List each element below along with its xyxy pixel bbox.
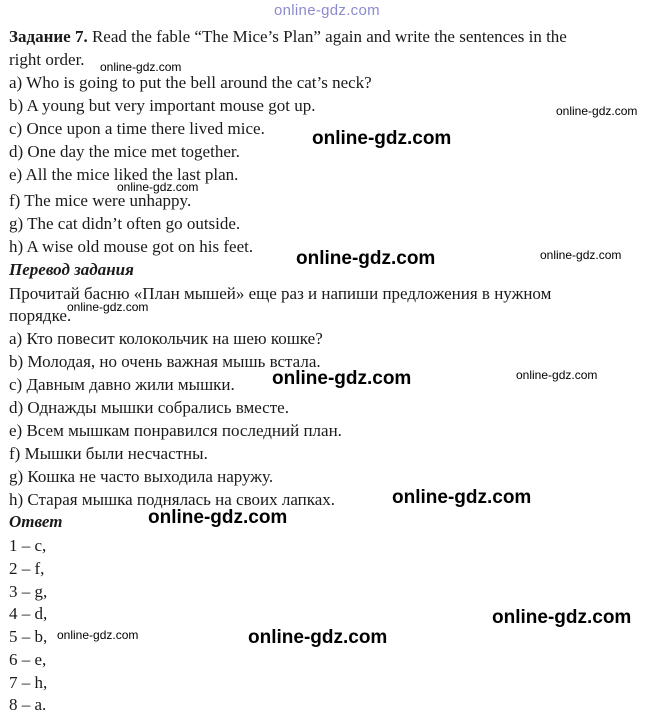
- sentence-en-c: c) Once upon a time there lived mice.: [9, 119, 265, 138]
- sentence-en-g: g) The cat didn’t often go outside.: [9, 214, 241, 233]
- sentence-en-a: a) Who is going to put the bell around the cat’s neck?: [9, 73, 372, 92]
- sentence-ru-b: b) Молодая, но очень важная мышь встала.: [9, 352, 321, 371]
- sentence-ru-g: g) Кошка не часто выходила наружу.: [9, 467, 274, 486]
- answer-item-8: 8 – a.: [9, 695, 47, 714]
- watermark: online-gdz.com: [516, 368, 598, 382]
- answer-item-1: 1 – c,: [9, 536, 47, 555]
- answer-item-6: 6 – e,: [9, 650, 47, 669]
- watermark: online-gdz.com: [100, 60, 182, 74]
- answer-item-3: 3 – g,: [9, 582, 48, 601]
- task-instruction: Read the fable “The Mice’s Plan” again and write the sentences in the: [91, 27, 567, 46]
- watermark: online-gdz.com: [312, 128, 452, 149]
- watermark: online-gdz.com: [272, 368, 412, 389]
- answer-item-5: 5 – b,: [9, 627, 48, 646]
- sentence-en-e: e) All the mice liked the last plan.: [9, 165, 239, 184]
- task-instruction-cont: right order.: [9, 50, 85, 69]
- watermark: online-gdz.com: [556, 104, 638, 118]
- sentence-ru-h: h) Старая мышка поднялась на своих лапках.: [9, 490, 336, 509]
- watermark: online-gdz.com: [248, 627, 388, 648]
- translation-heading: Перевод задания: [9, 260, 134, 279]
- watermark: online-gdz.com: [540, 248, 622, 262]
- sentence-ru-d: d) Однажды мышки собрались вместе.: [9, 398, 289, 417]
- sentence-en-d: d) One day the mice met together.: [9, 142, 240, 161]
- answer-item-4: 4 – d,: [9, 604, 48, 623]
- watermark: online-gdz.com: [117, 180, 199, 194]
- sentence-en-h: h) A wise old mouse got on his feet.: [9, 237, 254, 256]
- watermark: online-gdz.com: [492, 607, 632, 628]
- watermark: online-gdz.com: [148, 507, 288, 528]
- sentence-ru-e: e) Всем мышкам понравился последний план.: [9, 421, 342, 440]
- sentence-en-f: f) The mice were unhappy.: [9, 191, 192, 210]
- watermark: online-gdz.com: [57, 628, 139, 642]
- translation-instruction-cont: порядке.: [9, 306, 72, 325]
- watermark: online-gdz.com: [392, 487, 532, 508]
- sentence-en-b: b) A young but very important mouse got up.: [9, 96, 316, 115]
- answer-heading: Ответ: [9, 512, 63, 531]
- watermark-top: online-gdz.com: [274, 2, 380, 19]
- answer-item-7: 7 – h,: [9, 673, 48, 692]
- sentence-ru-c: c) Давным давно жили мышки.: [9, 375, 235, 394]
- sentence-ru-f: f) Мышки были несчастны.: [9, 444, 208, 463]
- watermark: online-gdz.com: [67, 300, 149, 314]
- task-label: Задание 7.: [9, 27, 88, 46]
- task-header: [9, 27, 567, 47]
- sentence-ru-a: a) Кто повесит колокольчик на шею кошке?: [9, 329, 323, 348]
- watermark: online-gdz.com: [296, 248, 436, 269]
- translation-instruction: Прочитай басню «План мышей» еще раз и напиши предложения в нужном: [9, 284, 552, 303]
- answer-item-2: 2 – f,: [9, 559, 45, 578]
